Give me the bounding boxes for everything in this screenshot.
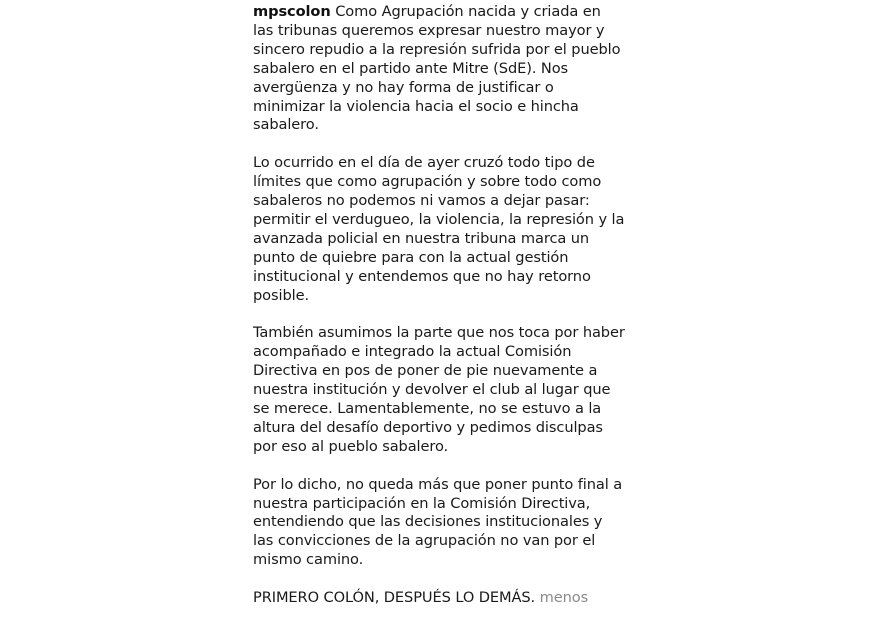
- caption-paragraph-2: Lo ocurrido en el día de ayer cruzó todo tipo de límites que como agrupación y sobre todo como sabaleros no podemos ni vamos a dejar pasar: permitir el verdugueo, la violencia, la represión y la avanzada policial en nuestra tribuna marca un punto de quiebre para con la actual gestión institucional y entendemos que no hay retorno posible.: [253, 154, 625, 304]
- username-link[interactable]: mpscolon: [253, 3, 331, 20]
- caption-text: Como Agrupación nacida y criada en las tribunas queremos expresar nuestro mayor y sincero repudio a la represión sufrida por el pueblo sabalero en el partido ante Mitre (SdE). Nos avergüenza y no hay forma de justificar o minimizar la violencia hacia el socio e hincha sabalero.: [253, 3, 621, 134]
- closing-line: PRIMERO COLÓN, DESPUÉS LO DEMÁS.: [253, 589, 536, 607]
- caption-paragraph-1: [253, 3, 625, 135]
- caption-paragraph-4: Por lo dicho, no queda más que poner punto final a nuestra participación en la Comisión Directiva, entendiendo que las decisiones institucionales y las convicciones de la agrupación no van por el mismo camino.: [253, 475, 623, 569]
- show-less-link[interactable]: menos: [539, 589, 589, 607]
- caption-paragraph-3: También asumimos la parte que nos toca por haber acompañado e integrado la actual Comisión Directiva en pos de poner de pie nuevamente a nuestra institución y devolver el club al lugar que se merece. Lamentablemente, no se estuvo a la altura del desafío deportivo y pedimos disculpas por eso al pueblo sabalero.: [253, 324, 625, 455]
- post-caption: [253, 3, 625, 627]
- caption-paragraph-5: [253, 589, 625, 608]
